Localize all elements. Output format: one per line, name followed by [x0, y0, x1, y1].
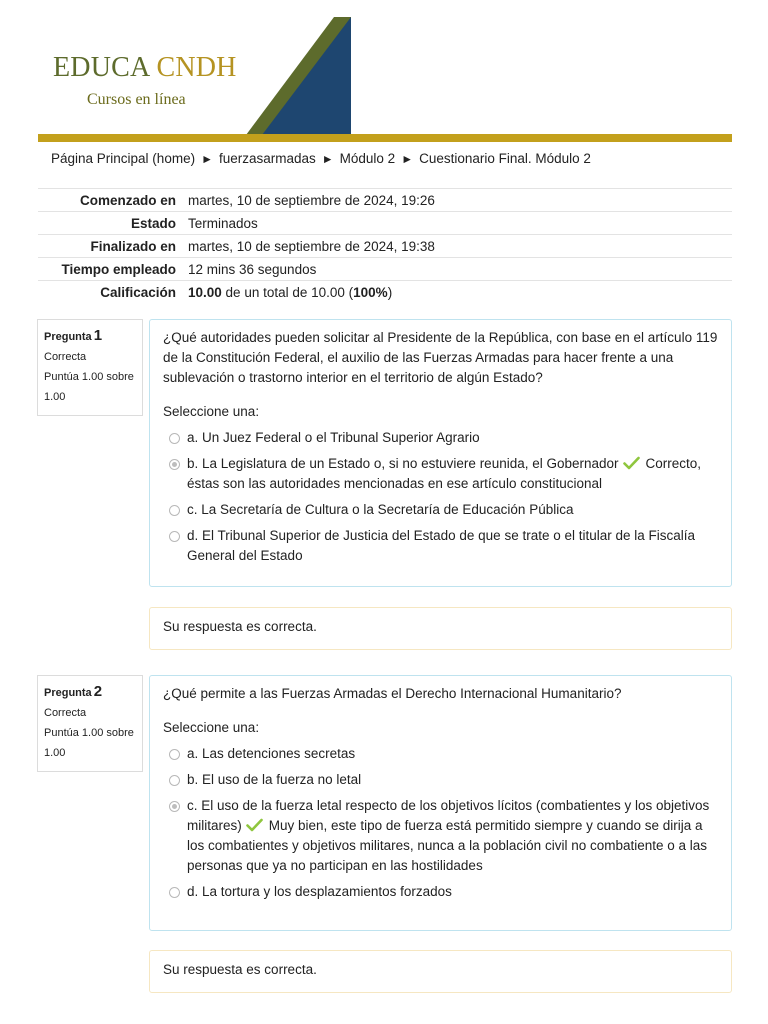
breadcrumb-course-link[interactable]: fuerzasarmadas	[218, 151, 316, 166]
breadcrumb-quiz-link[interactable]: Cuestionario Final. Módulo 2	[419, 151, 591, 166]
grade-close: )	[387, 284, 393, 300]
summary-label: Tiempo empleado	[38, 258, 182, 281]
radio-icon[interactable]	[169, 749, 180, 760]
answer-option-selected[interactable]	[163, 796, 718, 876]
radio-icon[interactable]	[169, 433, 180, 444]
logo-word-educa: EDUCA	[53, 52, 151, 83]
breadcrumb-separator: ►	[201, 152, 213, 166]
answer-option[interactable]	[163, 744, 718, 764]
general-feedback-text: Su respuesta es correcta.	[163, 619, 317, 634]
answer-option-text: a. Un Juez Federal o el Tribunal Superior Agrario	[187, 430, 480, 445]
question-text: ¿Qué permite a las Fuerzas Armadas el Derecho Internacional Humanitario?	[163, 686, 622, 701]
answer-option[interactable]	[163, 428, 718, 448]
question-status: Correcta	[44, 351, 87, 363]
question-content-2	[149, 675, 732, 931]
answer-option[interactable]	[163, 500, 718, 520]
check-icon	[623, 456, 640, 470]
question-content-1	[149, 319, 732, 587]
answer-prompt: Seleccione una:	[163, 720, 260, 735]
answer-option[interactable]	[163, 770, 718, 790]
question-text: ¿Qué autoridades pueden solicitar al Presidente de la República, con base en el artículo 119 de la Constitución Federal, el auxilio de las Fuerzas Armadas para hacer frente a una sublevación o trastorno interior en el territorio de algún Estado?	[163, 330, 718, 385]
summary-value: martes, 10 de septiembre de 2024, 19:38	[182, 235, 732, 258]
question-points: Puntúa 1.00 sobre 1.00	[44, 371, 134, 403]
answer-option[interactable]	[163, 882, 718, 902]
question-info-2	[37, 675, 143, 772]
summary-row-finished	[38, 235, 732, 258]
radio-icon[interactable]	[169, 801, 180, 812]
question-status: Correcta	[44, 707, 87, 719]
question-label: Pregunta	[44, 687, 92, 699]
question-number	[44, 326, 136, 347]
question-label: Pregunta	[44, 331, 92, 343]
summary-row-state	[38, 212, 732, 235]
site-logo-title[interactable]	[53, 52, 237, 84]
summary-value: 12 mins 36 segundos	[182, 258, 732, 281]
logo-subtitle: Cursos en línea	[87, 91, 186, 108]
question-number	[44, 682, 136, 703]
radio-icon[interactable]	[169, 459, 180, 470]
answer-prompt: Seleccione una:	[163, 404, 260, 419]
answer-option-text: b. La Legislatura de un Estado o, si no estuviere reunida, el Gobernador	[187, 456, 619, 471]
logo-word-cndh: CNDH	[156, 52, 237, 83]
grade-total: de un total de 10.00 (	[221, 284, 354, 300]
question-number-value: 1	[93, 327, 103, 344]
question-points: Puntúa 1.00 sobre 1.00	[44, 727, 134, 759]
general-feedback-1	[149, 607, 732, 650]
answer-option-text: c. El uso de la fuerza letal respecto de los objetivos lícitos (combatientes y los objetivos militares)	[187, 798, 710, 833]
breadcrumb-separator: ►	[321, 152, 334, 166]
radio-icon[interactable]	[169, 505, 180, 516]
grade-percent: 100%	[353, 284, 388, 300]
answer-option-text: d. La tortura y los desplazamientos forzados	[187, 884, 452, 899]
summary-row-started	[38, 189, 732, 212]
general-feedback-text: Su respuesta es correcta.	[163, 962, 317, 977]
summary-row-time	[38, 258, 732, 281]
header-divider	[38, 134, 732, 142]
answer-option-text: a. Las detenciones secretas	[187, 746, 356, 761]
grade-score: 10.00	[188, 284, 222, 300]
summary-label: Finalizado en	[38, 235, 182, 258]
answer-feedback: Correcto, éstas son las autoridades mencionadas en ese artículo constitucional	[187, 456, 702, 491]
site-header	[38, 0, 732, 142]
summary-value: martes, 10 de septiembre de 2024, 19:26	[182, 189, 732, 212]
radio-icon[interactable]	[169, 531, 180, 542]
radio-icon[interactable]	[169, 775, 180, 786]
summary-value	[182, 281, 732, 304]
summary-value: Terminados	[182, 212, 732, 235]
answer-option-text: b. El uso de la fuerza no letal	[187, 772, 362, 787]
question-number-value: 2	[93, 683, 103, 700]
summary-label: Calificación	[38, 281, 182, 304]
breadcrumb-home-link[interactable]: Página Principal (home)	[51, 151, 196, 166]
summary-label: Estado	[38, 212, 182, 235]
summary-row-grade	[38, 281, 732, 304]
general-feedback-2	[149, 950, 732, 993]
breadcrumb-separator: ►	[401, 152, 414, 166]
question-info-1	[37, 319, 143, 416]
check-icon	[246, 818, 263, 832]
answer-option-text: c. La Secretaría de Cultura o la Secretaría de Educación Pública	[187, 502, 574, 517]
logo-graphic	[246, 17, 351, 135]
answer-option[interactable]	[163, 526, 718, 566]
answer-feedback: Muy bien, este tipo de fuerza está permitido siempre y cuando se dirija a los combatientes y objetivos militares, nunca a la población civil no combatiente o a las personas que ya no participan en las hostilidades	[187, 818, 708, 873]
radio-icon[interactable]	[169, 887, 180, 898]
breadcrumb	[51, 151, 591, 166]
breadcrumb-module-link[interactable]: Módulo 2	[339, 151, 396, 166]
summary-label: Comenzado en	[38, 189, 182, 212]
answer-option-text: d. El Tribunal Superior de Justicia del Estado de que se trate o el titular de la Fiscalía General del Estado	[187, 528, 696, 563]
attempt-summary-table	[38, 188, 732, 303]
answer-option-selected[interactable]	[163, 454, 718, 494]
